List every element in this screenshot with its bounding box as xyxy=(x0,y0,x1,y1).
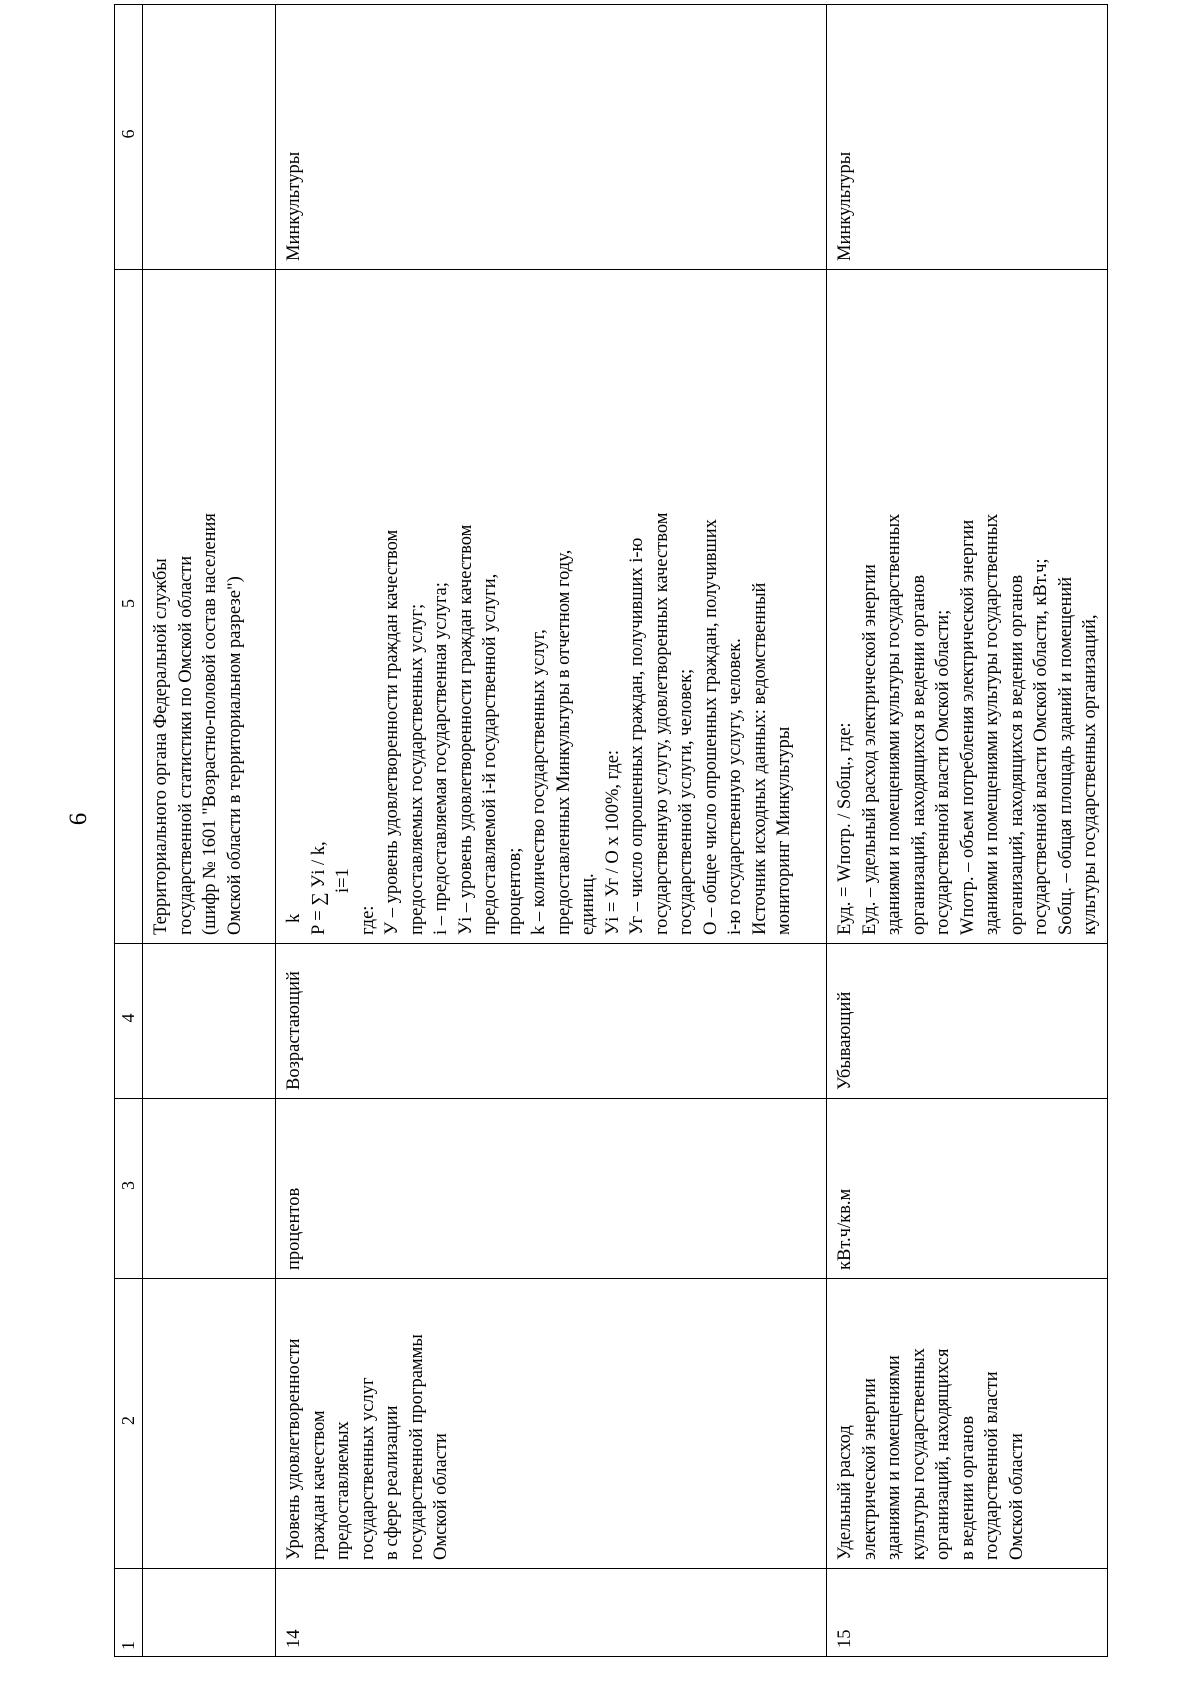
row14-formula-lower-limit: i=1 xyxy=(333,868,353,893)
row14-method-cell xyxy=(276,270,827,944)
row14-method-line: i-ю государственную услугу, человек. xyxy=(725,638,745,935)
row15-method-line: организаций, находящихся в ведении органов xyxy=(908,574,929,935)
table-row-14 xyxy=(276,5,827,1657)
row15-name-cell xyxy=(827,1279,1108,1569)
row13-number-cell xyxy=(143,1569,276,1657)
row13-name-cell xyxy=(143,1279,276,1569)
row15-method-cell xyxy=(827,270,1108,944)
header-col-4: 4 xyxy=(115,944,143,1099)
row14-responsible: Минкультуры xyxy=(276,5,827,270)
row14-unit: процентов xyxy=(276,1099,827,1279)
row14-name-line: в сфере реализации xyxy=(382,1405,402,1560)
row15-name-line: организаций, находящихся xyxy=(933,1348,953,1560)
row14-method-line: единиц. xyxy=(578,873,598,935)
row14-method-line: процентов; xyxy=(504,847,525,935)
row15-method-line: зданиями и помещениями культуры государственных xyxy=(982,513,1002,935)
row15-method-line: Sобщ. – общая площадь зданий и помещений xyxy=(1055,576,1076,935)
row14-method-line: У – уровень удовлетворенности граждан качеством xyxy=(382,529,402,935)
header-col-5: 5 xyxy=(115,270,143,944)
header-col-1: 1 xyxy=(115,1569,143,1657)
header-col-2: 2 xyxy=(115,1279,143,1569)
row14-method-line: государственную услугу, удовлетворенных качеством xyxy=(651,512,672,935)
row13-unit-cell xyxy=(143,1099,276,1279)
row14-name-cell xyxy=(276,1279,827,1569)
row13-source-cell xyxy=(143,270,276,944)
row13-source-line: Омской области в территориальном разрезе") xyxy=(224,576,245,935)
row14-method-line: предоставляемых государственных услуг; xyxy=(406,603,427,935)
row15-name-line: культуры государственных xyxy=(908,1348,929,1560)
row15-method-line: Еуд. = Wпотр. / Sобщ., где: xyxy=(835,722,855,935)
row14-name-line: государственной программы xyxy=(406,1334,427,1560)
row13-source-line: (шифр № 1601 "Возрастно-половой состав населения xyxy=(200,513,220,935)
row14-number: 14 xyxy=(276,1569,827,1657)
row15-responsible: Минкультуры xyxy=(827,5,1108,270)
row15-method-line: организаций, находящихся в ведении органов xyxy=(1006,574,1027,935)
row15-name-line: Омской области xyxy=(1006,1433,1027,1560)
row14-name-line: государственных услуг xyxy=(357,1377,378,1560)
row15-number: 15 xyxy=(827,1569,1108,1657)
row14-name-line: граждан качеством xyxy=(308,1410,329,1560)
row15-name-line: государственной власти xyxy=(982,1371,1002,1560)
row14-method-line: государственной услуги, человек; xyxy=(676,668,696,935)
row14-method-line: Уi = Уг / О х 100%, где: xyxy=(602,749,623,935)
row14-method-line: предоставленных Минкультуры в отчетном году, xyxy=(553,549,574,935)
row14-method-line: О – общее число опрошенных граждан, получивших xyxy=(700,519,721,935)
row15-method-line: культуры государственных организаций, xyxy=(1080,614,1100,935)
row14-method-line: i – предоставляемая государственная услуга; xyxy=(431,582,451,935)
row14-method-line: где: xyxy=(357,905,378,935)
row14-name-line: предоставляемых xyxy=(333,1421,353,1560)
row15-name-line: Удельный расход xyxy=(835,1425,855,1560)
row15-unit: кВт.ч/кв.м xyxy=(827,1099,1108,1279)
row14-formula: P = ∑ Уi / k, xyxy=(308,841,329,935)
row15-method-line: Wпотр. – объем потребления электрической энергии xyxy=(957,519,978,935)
row14-method-line: k – количество государственных услуг, xyxy=(529,629,549,935)
row15-name-line: зданиями и помещениями xyxy=(884,1355,904,1560)
rotated-table-sheet xyxy=(114,5,1100,1657)
row13-source-line: Территориального органа Федеральной службы xyxy=(151,558,171,935)
row15-method-line: зданиями и помещениями культуры государственных xyxy=(884,513,904,935)
row14-method-line: предоставляемой i-й государственной услуги, xyxy=(480,573,500,935)
table-row-13-continuation xyxy=(143,5,276,1657)
page-number: 6 xyxy=(65,812,92,826)
row13-trend-cell xyxy=(143,944,276,1099)
row15-name-line: в ведении органов xyxy=(957,1415,978,1560)
header-col-6: 6 xyxy=(115,5,143,270)
row14-method-line: мониторинг Минкультуры xyxy=(774,726,794,935)
row14-trend: Возрастающий xyxy=(276,944,827,1099)
row15-method-line: Еуд. – удельный расход электрической энергии xyxy=(859,564,880,935)
indicators-table xyxy=(114,4,1108,1657)
row13-source-line: государственной статистики по Омской области xyxy=(175,555,196,935)
row15-name-line: электрической энергии xyxy=(859,1378,880,1560)
row13-responsible-cell xyxy=(143,5,276,270)
row14-method-line: Уi – уровень удовлетворенности граждан качеством xyxy=(455,524,476,935)
row15-method-line: государственной власти Омской области, кВт.ч; xyxy=(1031,558,1051,935)
row15-method-line: государственной власти Омской области; xyxy=(933,609,953,935)
header-col-3: 3 xyxy=(115,1099,143,1279)
header-row xyxy=(115,5,143,1657)
row14-name-line: Уровень удовлетворенности xyxy=(284,1338,304,1560)
row14-method-line: Уг – число опрошенных граждан, получивших i-ю xyxy=(627,537,647,935)
table-row-15 xyxy=(827,5,1108,1657)
row14-method-line: Источник исходных данных: ведомственный xyxy=(749,582,770,935)
row14-formula-upper-limit: k xyxy=(284,913,304,923)
row14-name-line: Омской области xyxy=(431,1433,451,1560)
row15-trend: Убывающий xyxy=(827,944,1108,1099)
